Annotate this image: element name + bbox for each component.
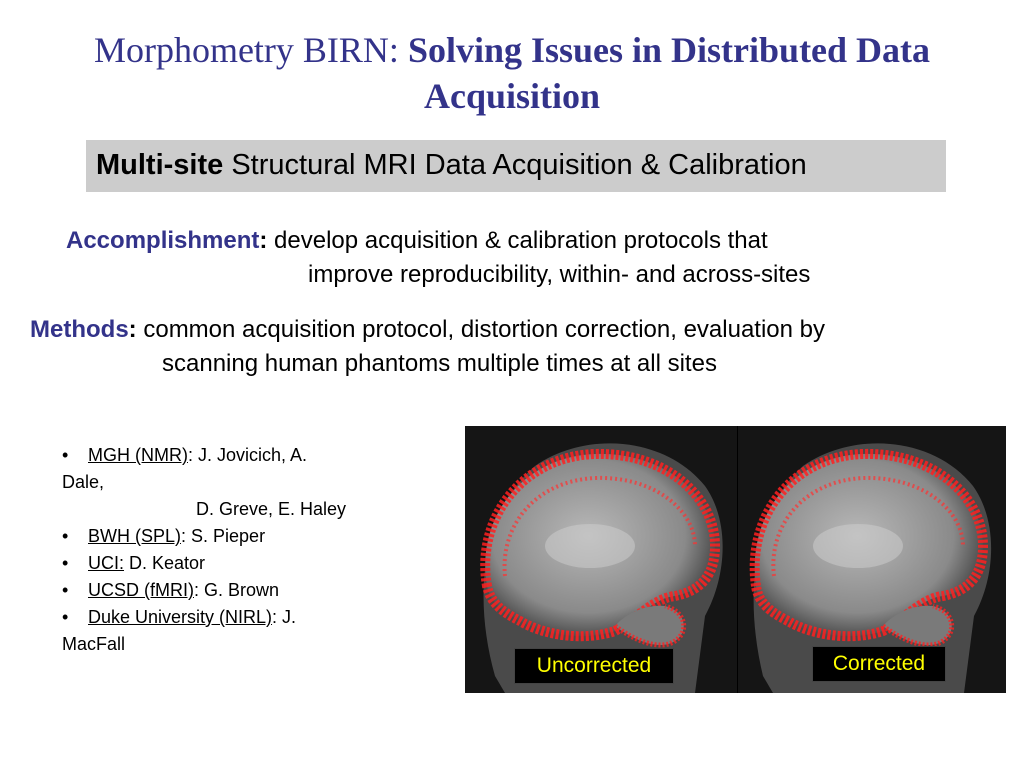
site-ucsd-people: : G. Brown xyxy=(194,580,280,600)
bullet: • xyxy=(62,526,69,546)
caption-uncorrected: Uncorrected xyxy=(514,648,674,684)
accomplishment-line1 xyxy=(66,224,768,258)
slide-title xyxy=(20,27,1004,119)
accomplishment-line2: improve reproducibility, within- and across-sites xyxy=(308,261,811,288)
site-duke-people1: : J. xyxy=(272,607,297,627)
methods-line1 xyxy=(30,313,825,347)
site-uci-name: UCI: xyxy=(88,553,124,573)
subtitle xyxy=(96,149,807,182)
title-prefix: Morphometry BIRN: xyxy=(93,30,408,70)
site-ucsd-name: UCSD (fMRI) xyxy=(88,580,194,600)
site-duke xyxy=(62,604,296,631)
site-bwh-name: BWH (SPL) xyxy=(88,526,182,546)
mri-comparison-image xyxy=(465,426,1006,693)
site-mgh-people1: : J. Jovicich, A. xyxy=(187,445,308,465)
site-duke-wrap: MacFall xyxy=(62,634,126,654)
site-mgh-name: MGH (NMR) xyxy=(88,445,188,465)
title-bold-line2: Acquisition xyxy=(423,76,601,116)
bullet: • xyxy=(62,580,69,600)
title-bold-line1: Solving Issues in Distributed Data xyxy=(407,30,931,70)
site-ucsd xyxy=(62,577,279,604)
subtitle-bold: Multi-site xyxy=(96,149,224,181)
site-bwh-people: : S. Pieper xyxy=(181,526,266,546)
site-mgh-wrap: Dale, xyxy=(62,472,105,492)
subtitle-rest: Structural MRI Data Acquisition & Calibration xyxy=(223,149,807,181)
methods-label: Methods xyxy=(30,316,129,343)
site-mgh-people2: D. Greve, E. Haley xyxy=(196,499,347,519)
site-uci xyxy=(62,550,205,577)
methods-line2: scanning human phantoms multiple times at all sites xyxy=(162,350,717,377)
accomplishment-text1: develop acquisition & calibration protocols that xyxy=(267,227,768,254)
site-mgh xyxy=(62,442,307,469)
methods-colon: : xyxy=(128,316,137,343)
caption-corrected: Corrected xyxy=(812,646,946,682)
bullet: • xyxy=(62,607,69,627)
accomplishment-colon: : xyxy=(259,227,268,254)
methods-text1: common acquisition protocol, distortion correction, evaluation by xyxy=(136,316,826,343)
bullet: • xyxy=(62,445,69,465)
accomplishment-label: Accomplishment xyxy=(66,227,260,254)
site-bwh xyxy=(62,523,265,550)
site-duke-name: Duke University (NIRL) xyxy=(88,607,273,627)
bullet: • xyxy=(62,553,69,573)
site-uci-people: D. Keator xyxy=(124,553,206,573)
